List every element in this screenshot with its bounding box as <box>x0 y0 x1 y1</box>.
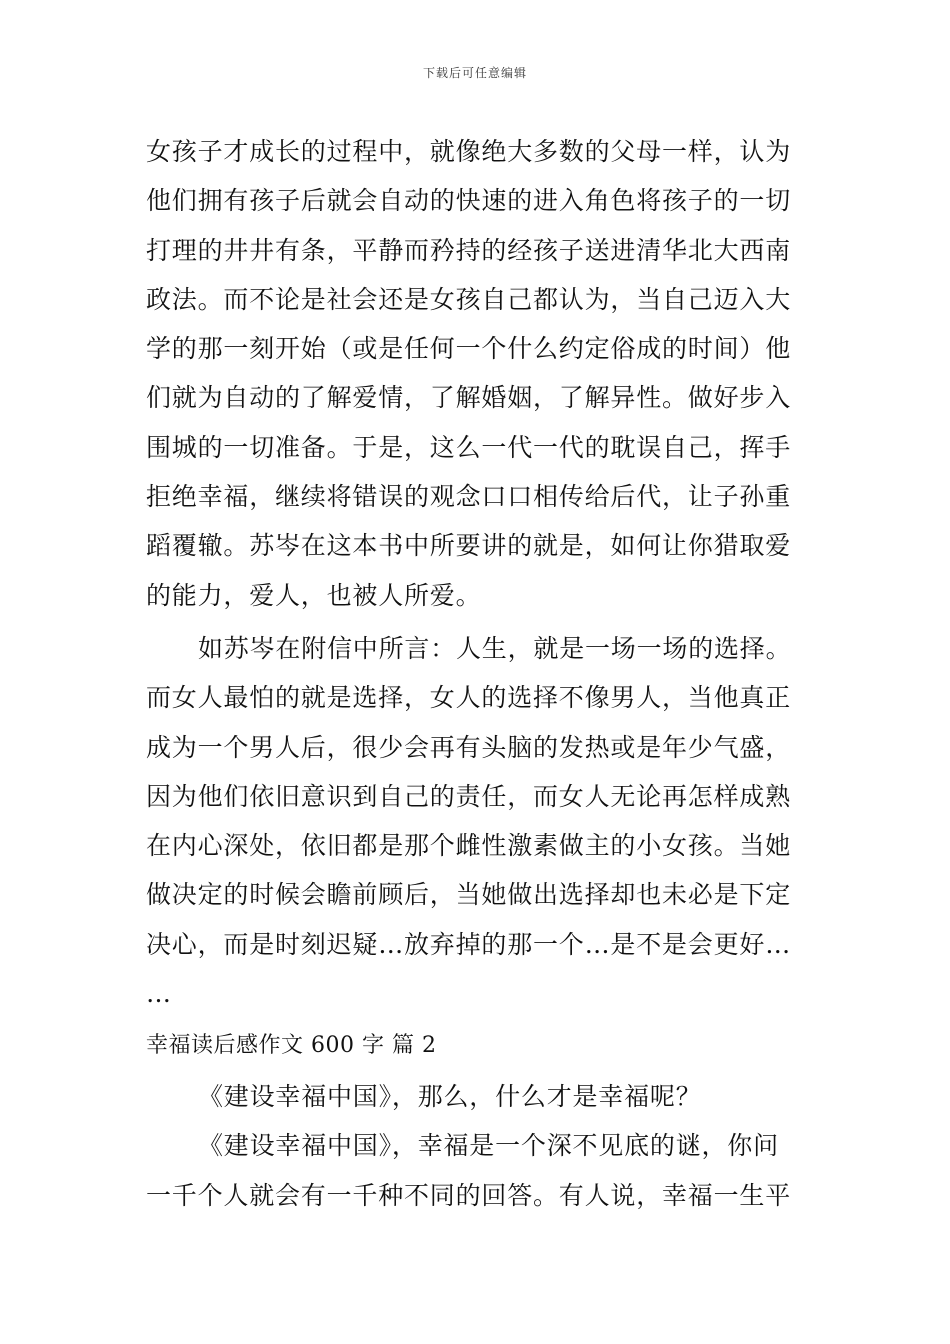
text-line: 他们拥有孩子后就会自动的快速的进入角色将孩子的一切 <box>146 186 792 216</box>
text-line: 打理的井井有条，平静而矜持的经孩子送进清华北大西南 <box>146 235 792 265</box>
text-line: 成为一个男人后，很少会再有头脑的发热或是年少气盛， <box>146 732 792 762</box>
text-line: 围城的一切准备。于是，这么一代一代的耽误自己，挥手 <box>146 432 792 462</box>
section-2 <box>146 1020 806 1220</box>
paragraph-2 <box>146 624 806 1018</box>
text-line: 们就为自动的了解爱情，了解婚姻，了解异性。做好步入 <box>146 383 792 413</box>
text-line: 的能力，爱人，也被人所爱。 <box>146 580 482 610</box>
text-line: 而女人最怕的就是选择，女人的选择不像男人，当他真正 <box>146 683 792 713</box>
text-line: 一千个人就会有一千种不同的回答。有人说，幸福一生平 <box>146 1180 792 1210</box>
section-heading: 幸福读后感作文 600 字 篇 2 <box>146 1033 437 1058</box>
text-line: 因为他们依旧意识到自己的责任，而女人无论再怎样成熟 <box>146 781 792 811</box>
text-line: 学的那一刻开始（或是任何一个什么约定俗成的时间）他 <box>146 334 792 364</box>
text-line: 政法。而不论是社会还是女孩自己都认为，当自己迈入大 <box>146 284 792 314</box>
text-line: 《建设幸福中国》，幸福是一个深不见底的谜，你问 <box>198 1131 779 1161</box>
page-header: 下载后可任意编辑 <box>422 66 527 80</box>
text-line: 拒绝幸福，继续将错误的观念口口相传给后代，让子孙重 <box>146 482 792 512</box>
text-line: 如苏岑在附信中所言：人生，就是一场一场的选择。 <box>198 634 792 663</box>
text-line: … <box>146 979 172 1009</box>
text-line: 女孩子才成长的过程中，就像绝大多数的父母一样，认为 <box>146 137 792 166</box>
text-line: 《建设幸福中国》，那么，什么才是幸福呢？ <box>198 1082 702 1111</box>
text-line: 蹈覆辙。苏岑在这本书中所要讲的就是，如何让你猎取爱 <box>146 531 792 561</box>
text-line: 决心，而是时刻迟疑…放弃掉的那一个…是不是会更好… <box>146 929 792 959</box>
paragraph-1 <box>146 127 806 620</box>
text-line: 在内心深处，依旧都是那个雌性激素做主的小女孩。当她 <box>146 831 792 861</box>
text-line: 做决定的时候会瞻前顾后，当她做出选择却也未必是下定 <box>146 880 792 910</box>
